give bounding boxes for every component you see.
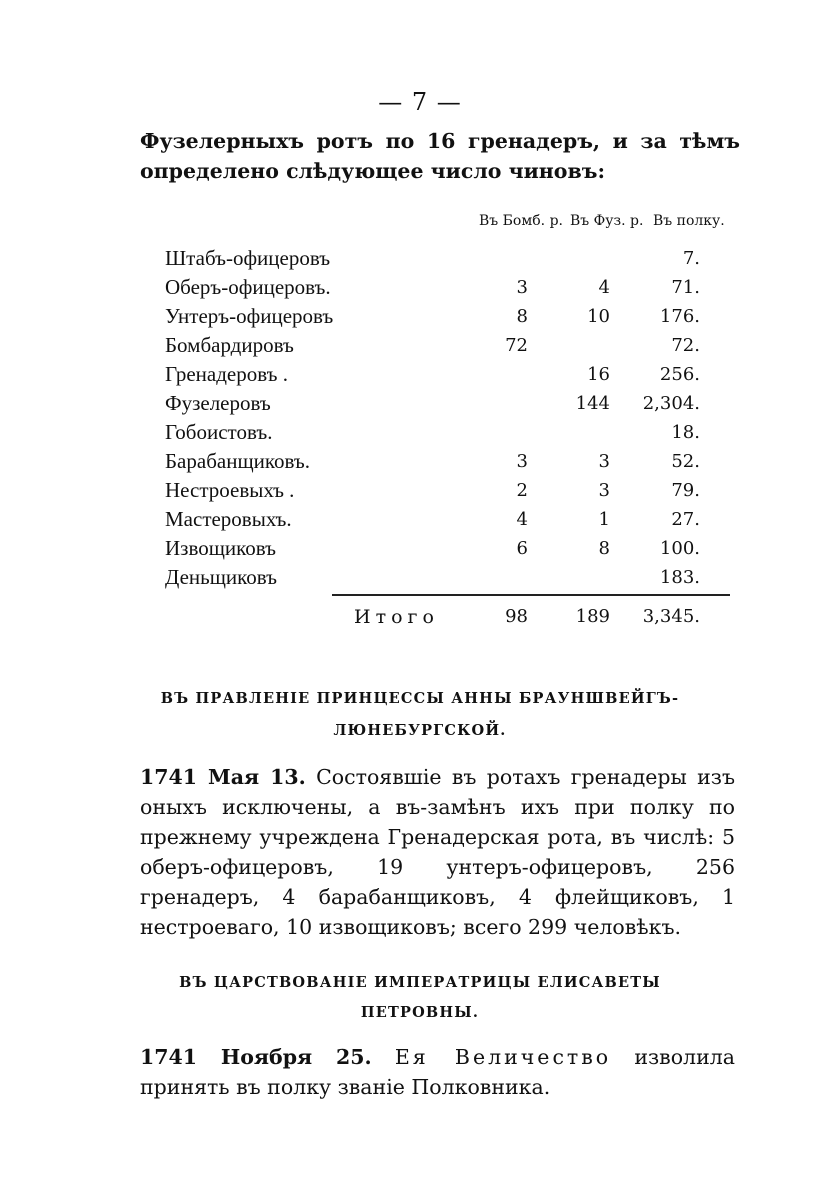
total-fusilier: 189 <box>575 606 610 627</box>
row-label: Унтеръ-офицеровъ <box>165 304 334 328</box>
table-row <box>0 302 840 331</box>
section2-heading-line2: ПЕТРОВНЫ. <box>360 1004 480 1021</box>
cell-fusilier: 1 <box>598 509 610 530</box>
total-regiment: 3,345. <box>642 606 700 627</box>
table-row <box>0 563 840 592</box>
intro-text: Фузелерныхъ ротъ по 16 гренадеръ, и за тѣмъ определено слѣдующее число чиновъ: <box>140 129 740 183</box>
table-row <box>0 447 840 476</box>
row-label: Мастеровыхъ. <box>165 507 292 531</box>
cell-bombardier: 4 <box>516 509 528 530</box>
section1-text: Состоявшіе въ ротахъ гренадеры изъ оныхъ исключены, а въ-замѣнъ ихъ при полку по прежнему учреждена Гренадерская рота, въ числѣ: 5 оберъ-офицеровъ, 19 унтеръ-офицеровъ, 256 гренадеръ, 4 барабанщиковъ, 4 флейщиковъ, 1 нестроеваго, 10 извощиковъ; всего 299 человѣкъ. <box>140 765 735 939</box>
total-row <box>0 602 840 632</box>
cell-regiment: 18. <box>671 422 700 443</box>
cell-regiment: 176. <box>659 306 700 327</box>
col-header-fusilier: Въ Фуз. р. <box>570 213 644 229</box>
row-label: Нестроевыхъ . <box>165 478 295 502</box>
cell-regiment: 183. <box>659 567 700 588</box>
section1-paragraph <box>140 762 735 942</box>
cell-regiment: 27. <box>671 509 700 530</box>
cell-fusilier: 3 <box>598 451 610 472</box>
row-label: Деньщиковъ <box>165 565 278 589</box>
section2-heading-line1: ВЪ ЦАРСТВОВАНІЕ ИМПЕРАТРИЦЫ ЕЛИСАВЕТЫ <box>179 974 661 991</box>
section2-spaced-text: Ея Величество <box>394 1045 612 1069</box>
row-label: Извощиковъ <box>165 536 277 560</box>
table-row <box>0 331 840 360</box>
table-row <box>0 476 840 505</box>
row-label: Гренадеровъ . <box>165 362 288 386</box>
cell-fusilier: 10 <box>587 306 610 327</box>
cell-regiment: 79. <box>671 480 700 501</box>
cell-regiment: 2,304. <box>642 393 700 414</box>
section2-date: 1741 Ноября 25. <box>140 1045 372 1069</box>
row-label: Оберъ-офицеровъ. <box>165 275 331 299</box>
cell-regiment: 100. <box>659 538 700 559</box>
col-header-regiment: Въ полку. <box>653 213 725 229</box>
table-row <box>0 244 840 273</box>
section2-text: изволила принять въ полку званіе Полковника. <box>140 1045 735 1099</box>
table-row <box>0 273 840 302</box>
section1-heading-line1: ВЪ ПРАВЛЕНІЕ ПРИНЦЕССЫ АННЫ БРАУНШВЕЙГЪ- <box>160 690 680 707</box>
cell-bombardier: 2 <box>516 480 528 501</box>
col-header-bombardier: Въ Бомб. р. <box>479 213 563 229</box>
row-label: Гобоистовъ. <box>165 420 273 444</box>
cell-regiment: 7. <box>682 248 700 269</box>
table-row <box>0 418 840 447</box>
total-label: Итого <box>354 606 439 628</box>
cell-bombardier: 8 <box>516 306 528 327</box>
cell-regiment: 72. <box>671 335 700 356</box>
cell-bombardier: 6 <box>516 538 528 559</box>
total-bombardier: 98 <box>505 606 528 627</box>
table-row <box>0 505 840 534</box>
cell-fusilier: 4 <box>598 277 610 298</box>
cell-fusilier: 144 <box>575 393 610 414</box>
cell-regiment: 256. <box>659 364 700 385</box>
cell-fusilier: 16 <box>587 364 610 385</box>
section1-date: 1741 Мая 13. <box>140 765 306 789</box>
cell-fusilier: 8 <box>598 538 610 559</box>
total-divider <box>332 594 730 596</box>
cell-regiment: 52. <box>671 451 700 472</box>
row-label: Штабъ-офицеровъ <box>165 246 331 270</box>
table-row <box>0 534 840 563</box>
row-label: Фузелеровъ <box>165 391 271 415</box>
section1-heading-line2: ЛЮНЕБУРГСКОЙ. <box>333 722 507 739</box>
section2-paragraph <box>140 1042 735 1102</box>
cell-regiment: 71. <box>671 277 700 298</box>
table-row <box>0 389 840 418</box>
row-label: Бомбардировъ <box>165 333 294 357</box>
cell-bombardier: 3 <box>516 451 528 472</box>
cell-bombardier: 72 <box>505 335 528 356</box>
table-row <box>0 360 840 389</box>
row-label: Барабанщиковъ. <box>165 449 310 473</box>
cell-bombardier: 3 <box>516 277 528 298</box>
cell-fusilier: 3 <box>598 480 610 501</box>
page-number: — 7 — <box>378 88 462 116</box>
